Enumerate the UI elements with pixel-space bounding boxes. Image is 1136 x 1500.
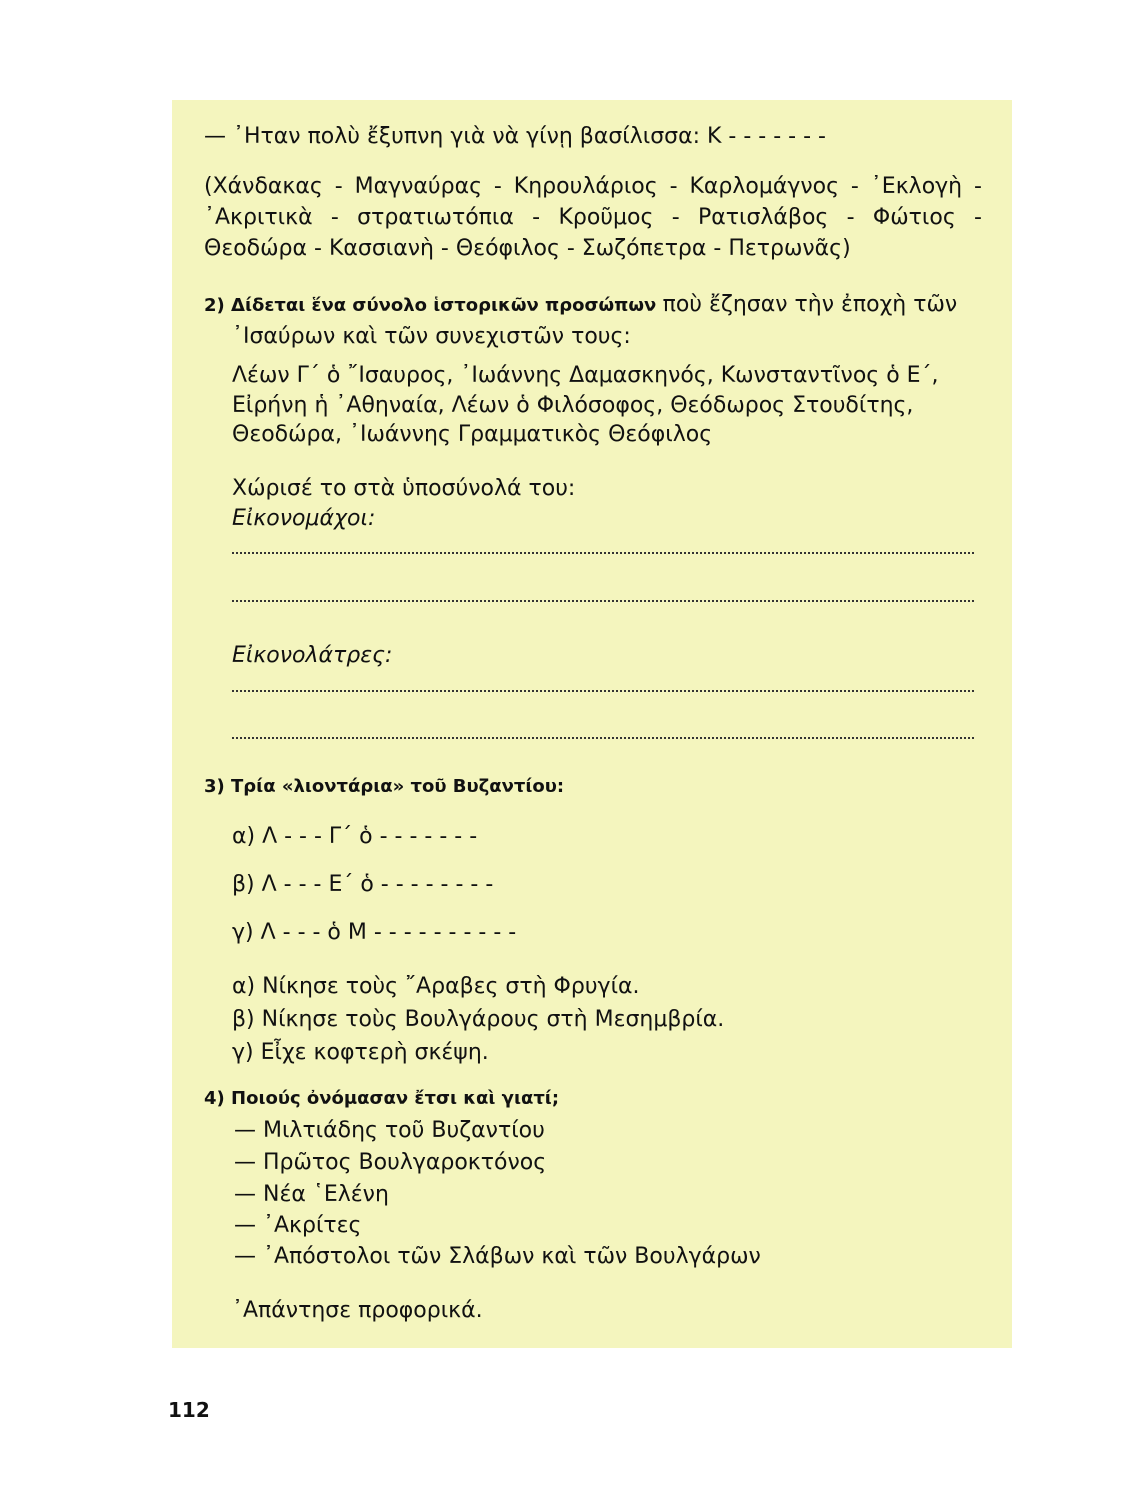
q2-bold: Δίδεται ἕνα σύνολο ἱστορικῶν προσώπων <box>231 295 657 316</box>
q2-people-3: Θεοδώρα, ᾿Ιωάννης Γραμματικὸς Θεόφιλος <box>232 422 713 447</box>
q2-rest: ποὺ ἔζησαν τὴν ἐποχὴ τῶν <box>662 292 958 317</box>
q2-line2: ᾿Ισαύρων καὶ τῶν συνεχιστῶν τους: <box>232 324 631 349</box>
q3-blank-c: γ) Λ - - - ὁ Μ - - - - - - - - - - <box>232 920 517 945</box>
q2-number: 2) <box>204 295 225 316</box>
q2-heading <box>204 294 957 317</box>
word-list-line-3: Θεοδώρα - Κασσιανὴ - Θεόφιλος - Σωζόπετρα - Πετρωνᾶς) <box>204 236 851 261</box>
q4-answer-instruction: ᾿Απάντησε προφορικά. <box>232 1298 483 1323</box>
q4-item-2: — Πρῶτος Βουλγαροκτόνος <box>234 1150 547 1175</box>
q2-people-1: Λέων Γ΄ ὁ ῎Ισαυρος, ᾿Ιωάννης Δαμασκηνός, Κωνσταντῖνος ὁ Ε΄, <box>232 363 939 388</box>
q4-item-5: — ᾿Απόστολοι τῶν Σλάβων καὶ τῶν Βουλγάρων <box>234 1244 761 1269</box>
q2-instruction: Χώρισέ το στὰ ὑποσύνολά του: <box>232 476 576 501</box>
q3-heading: 3) Τρία «λιοντάρια» τοῦ Βυζαντίου: <box>204 776 565 797</box>
q3-blank-b: β) Λ - - - Ε΄ ὁ - - - - - - - - <box>232 872 494 897</box>
word-list-line-1: (Χάνδακας - Μαγναύρας - Κηρουλάριος - Καρλομάγνος - ᾿Εκλογὴ - <box>204 174 982 199</box>
q4-item-4: — ᾿Ακρίτες <box>234 1213 362 1238</box>
q4-item-1: — Μιλτιάδης τοῦ Βυζαντίου <box>234 1118 545 1143</box>
q3-blank-a: α) Λ - - - Γ΄ ὁ - - - - - - - <box>232 824 478 849</box>
page-number: 112 <box>168 1398 210 1422</box>
word-list-line-2: ᾿Ακριτικὰ - στρατιωτόπια - Κροῦμος - Ρατισλάβος - Φώτιος - <box>204 205 982 230</box>
set-iconophiles-label: Εἰκονολάτρες: <box>232 643 393 668</box>
q3-clue-b: β) Νίκησε τοὺς Βουλγάρους στὴ Μεσημβρία. <box>232 1007 725 1032</box>
q2-people-2: Εἰρήνη ἡ ᾿Αθηναία, Λέων ὁ Φιλόσοφος, Θεόδωρος Στουδίτης, <box>232 393 914 418</box>
q3-clue-c: γ) Εἶχε κοφτερὴ σκέψη. <box>232 1040 489 1065</box>
answer-line[interactable] <box>232 690 974 692</box>
answer-line[interactable] <box>232 737 974 739</box>
q3-clue-a: α) Νίκησε τοὺς ῎Αραβες στὴ Φρυγία. <box>232 974 640 999</box>
q4-item-3: — Νέα ῾Ελένη <box>234 1182 389 1207</box>
answer-line[interactable] <box>232 552 974 554</box>
top-line: — ᾿Ηταν πολὺ ἔξυπνη γιὰ νὰ γίνῃ βασίλισσα: Κ - - - - - - - <box>204 124 826 149</box>
set-iconoclasts-label: Εἰκονομάχοι: <box>232 506 376 531</box>
q4-heading: 4) Ποιούς ὀνόμασαν ἔτσι καὶ γιατί; <box>204 1088 560 1109</box>
answer-line[interactable] <box>232 600 974 602</box>
